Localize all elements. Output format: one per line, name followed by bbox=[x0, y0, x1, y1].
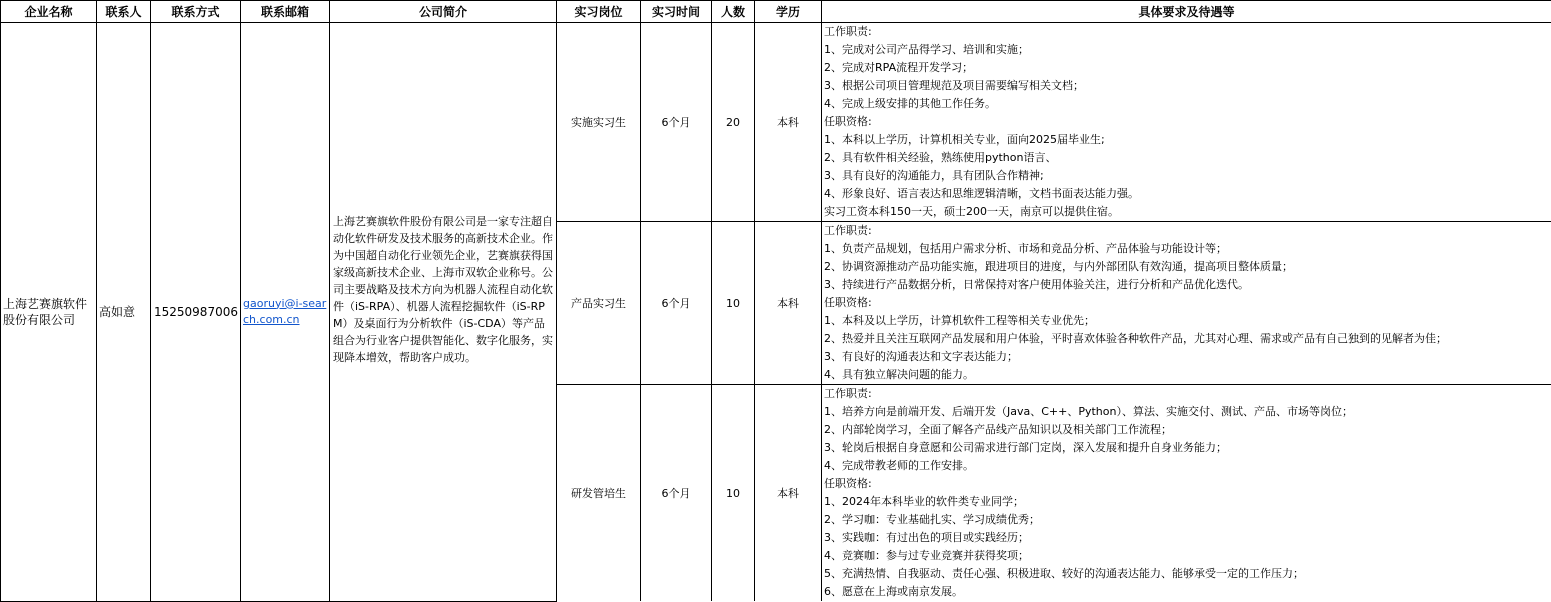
requirement-line: 6、愿意在上海或南京发展。 bbox=[824, 583, 1551, 601]
header-contact: 联系人 bbox=[97, 1, 151, 23]
requirement-line: 3、轮岗后根据自身意愿和公司需求进行部门定岗，深入发展和提升自身业务能力； bbox=[824, 439, 1551, 457]
position-count: 10 bbox=[712, 385, 755, 602]
header-intro: 公司简介 bbox=[330, 1, 557, 23]
requirement-line: 3、具有良好的沟通能力，具有团队合作精神; bbox=[824, 167, 1551, 185]
requirement-line: 1、培养方向是前端开发、后端开发（Java、C++、Python）、算法、实施交付、测试、产品、市场等岗位； bbox=[824, 403, 1551, 421]
position-count: 10 bbox=[712, 222, 755, 385]
requirement-line: 3、实践咖：有过出色的项目或实践经历； bbox=[824, 529, 1551, 547]
intro-cell bbox=[330, 23, 557, 602]
requirement-line: 任职资格: bbox=[824, 294, 1551, 312]
requirement-line: 工作职责: bbox=[824, 23, 1551, 41]
requirement-line: 2、完成对RPA流程开发学习； bbox=[824, 59, 1551, 77]
requirement-line: 5、充满热情、自我驱动、责任心强、积极进取、较好的沟通表达能力、能够承受一定的工作压力； bbox=[824, 565, 1551, 583]
position-duration: 6个月 bbox=[641, 385, 712, 602]
requirement-line: 2、协调资源推动产品功能实施，跟进项目的进度，与内外部团队有效沟通，提高项目整体质量； bbox=[824, 258, 1551, 276]
requirement-line: 工作职责: bbox=[824, 222, 1551, 240]
position-requirements bbox=[822, 222, 1551, 385]
requirement-line: 2、具有软件相关经验，熟练使用python语言、 bbox=[824, 149, 1551, 167]
position-requirements bbox=[822, 23, 1551, 222]
email-cell bbox=[241, 23, 330, 602]
requirement-line: 1、2024年本科毕业的软件类专业同学； bbox=[824, 493, 1551, 511]
header-email: 联系邮箱 bbox=[241, 1, 330, 23]
phone-cell bbox=[151, 23, 241, 602]
header-phone: 联系方式 bbox=[151, 1, 241, 23]
requirement-line: 1、完成对公司产品得学习、培训和实施； bbox=[824, 41, 1551, 59]
position-degree: 本科 bbox=[755, 385, 822, 602]
company-intro: 上海艺赛旗软件股份有限公司是一家专注超自动化软件研发及技术服务的高新技术企业。作为中国超自动化行业领先企业，艺赛旗获得国家级高新技术企业、上海市双软企业称号。公司主要战略及技术方向为机器人流程自动化软件（iS-RPA）、机器人流程挖掘软件（iS-RPM）及桌面行为分析软件（iS-CDA）等产品组合为行业客户提供智能化、数字化服务，实现降本增效，帮助客户成功。 bbox=[333, 215, 553, 364]
position-duration: 6个月 bbox=[641, 222, 712, 385]
contact-name: 高如意 bbox=[99, 305, 135, 319]
header-duration: 实习时间 bbox=[641, 1, 712, 23]
position-count: 20 bbox=[712, 23, 755, 222]
requirement-line: 4、形象良好、语言表达和思维逻辑清晰，文档书面表达能力强。 bbox=[824, 185, 1551, 203]
phone-number: 15250987006 bbox=[154, 305, 238, 319]
contact-cell bbox=[97, 23, 151, 602]
position-title: 实施实习生 bbox=[557, 23, 641, 222]
header-position: 实习岗位 bbox=[557, 1, 641, 23]
company-name-cell bbox=[1, 23, 97, 602]
requirement-line: 实习工资本科150一天，硕士200一天，南京可以提供住宿。 bbox=[824, 203, 1551, 221]
requirement-line: 3、有良好的沟通表达和文字表达能力； bbox=[824, 348, 1551, 366]
requirement-line: 4、竞赛咖：参与过专业竞赛并获得奖项； bbox=[824, 547, 1551, 565]
position-duration: 6个月 bbox=[641, 23, 712, 222]
requirement-line: 2、热爱并且关注互联网产品发展和用户体验，平时喜欢体验各种软件产品，尤其对心理、需求或产品有自己独到的见解者为佳； bbox=[824, 330, 1551, 348]
header-row bbox=[1, 1, 1551, 23]
company-name: 上海艺赛旗软件股份有限公司 bbox=[3, 297, 87, 327]
requirement-line: 4、完成带教老师的工作安排。 bbox=[824, 457, 1551, 475]
header-degree: 学历 bbox=[755, 1, 822, 23]
position-title: 产品实习生 bbox=[557, 222, 641, 385]
requirement-line: 4、具有独立解决问题的能力。 bbox=[824, 366, 1551, 384]
requirement-line: 任职资格: bbox=[824, 113, 1551, 131]
requirement-line: 任职资格: bbox=[824, 475, 1551, 493]
requirement-line: 1、本科及以上学历，计算机软件工程等相关专业优先； bbox=[824, 312, 1551, 330]
requirement-line: 2、内部轮岗学习，全面了解各产品线产品知识以及相关部门工作流程； bbox=[824, 421, 1551, 439]
requirement-line: 4、完成上级安排的其他工作任务。 bbox=[824, 95, 1551, 113]
email-link[interactable]: gaoruyi@i-search.com.cn bbox=[241, 296, 329, 328]
requirement-line: 工作职责: bbox=[824, 385, 1551, 403]
requirement-line: 2、学习咖：专业基础扎实、学习成绩优秀； bbox=[824, 511, 1551, 529]
header-requirements: 具体要求及待遇等 bbox=[822, 1, 1551, 23]
position-degree: 本科 bbox=[755, 222, 822, 385]
header-count: 人数 bbox=[712, 1, 755, 23]
position-degree: 本科 bbox=[755, 23, 822, 222]
table-row bbox=[1, 23, 1551, 222]
requirement-line: 1、本科以上学历，计算机相关专业，面向2025届毕业生; bbox=[824, 131, 1551, 149]
requirement-line: 3、持续进行产品数据分析，日常保持对客户使用体验关注，进行分析和产品优化迭代。 bbox=[824, 276, 1551, 294]
position-title: 研发管培生 bbox=[557, 385, 641, 602]
header-company: 企业名称 bbox=[1, 1, 97, 23]
requirement-line: 3、根据公司项目管理规范及项目需要编写相关文档； bbox=[824, 77, 1551, 95]
requirement-line: 1、负责产品规划，包括用户需求分析、市场和竞品分析、产品体验与功能设计等； bbox=[824, 240, 1551, 258]
position-requirements bbox=[822, 385, 1551, 602]
